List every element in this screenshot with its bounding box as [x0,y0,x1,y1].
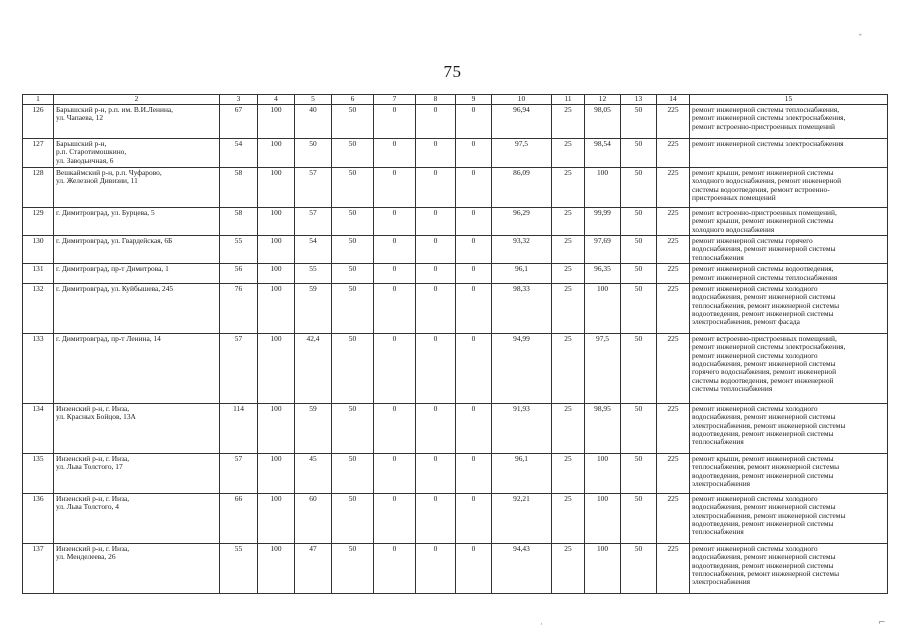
value-cell: 100 [258,264,295,284]
value-cell: 50 [332,139,374,168]
value-cell: 0 [456,403,492,453]
value-cell: 225 [657,283,690,333]
address-line: ул. Заводьичная, 6 [56,155,114,165]
value-cell: 50 [621,105,657,139]
value-cell: 225 [657,403,690,453]
column-number-row [23,95,888,105]
row-number-cell: 135 [23,453,54,493]
value-cell: 0 [416,264,456,284]
value-cell: 50 [295,139,332,168]
value-cell: 50 [621,333,657,403]
value-cell: 76 [220,283,258,333]
repair-works-cell [690,333,888,403]
value-cell: 50 [332,453,374,493]
repair-work-line: электроснабжения [692,577,751,587]
value-cell: 225 [657,493,690,543]
value-cell: 50 [621,139,657,168]
value-cell: 0 [456,493,492,543]
repair-work-line: ремонт инженерной системы холодного [692,283,818,293]
value-cell: 0 [374,543,416,593]
value-cell: 50 [621,403,657,453]
repair-work-line: ремонт встроенно-пристроенных помещений [692,121,835,131]
repair-work-line: теплоснабжения, ремонт инженерной системы [692,462,840,472]
address-cell [54,105,220,139]
repair-work-line: теплоснабжения, ремонт инженерной системы [692,568,840,578]
value-cell: 25 [552,139,585,168]
value-cell: 50 [621,208,657,236]
repair-work-line: холодного водоснабжения [692,224,775,234]
repair-works-cell [690,105,888,139]
repair-work-line: водоотведения, ремонт инженерной системы [692,308,834,318]
table-row [23,264,888,284]
table-row [23,236,888,264]
scan-mark: · [540,620,543,630]
repair-work-line: ремонт крыши, ремонт инженерной системы [692,216,834,226]
address-line: г. Димитровград, ул. Бурцева, 5 [56,208,155,217]
row-number-cell: 133 [23,333,54,403]
value-cell: 0 [374,493,416,543]
value-cell: 100 [585,543,621,593]
value-cell: 50 [621,283,657,333]
value-cell: 47 [295,543,332,593]
value-cell: 25 [552,168,585,208]
value-cell: 0 [416,543,456,593]
address-cell [54,208,220,236]
address-line: ул. Льва Толстого, 4 [56,502,119,512]
value-cell: 98,05 [585,105,621,139]
table-body [23,105,888,594]
value-cell: 0 [374,236,416,264]
value-cell: 67 [220,105,258,139]
address-line: г. Димитровград, ул. Гвардейская, 6Б [56,236,173,246]
value-cell: 100 [258,333,295,403]
value-cell: 98,54 [585,139,621,168]
value-cell: 0 [416,208,456,236]
value-cell: 96,1 [492,264,552,284]
column-number: 2 [54,95,220,105]
table-row [23,105,888,139]
value-cell: 0 [416,403,456,453]
repair-work-line: теплоснабжения, ремонт инженерной системы [692,300,840,310]
value-cell: 225 [657,453,690,493]
value-cell: 50 [621,493,657,543]
address-line: ул. Чапаева, 12 [56,113,104,123]
scan-mark: ˇ [858,34,863,44]
value-cell: 0 [416,139,456,168]
value-cell: 100 [585,453,621,493]
value-cell: 0 [374,403,416,453]
value-cell: 100 [258,168,295,208]
column-number: 8 [416,95,456,105]
value-cell: 50 [332,105,374,139]
value-cell: 0 [374,208,416,236]
value-cell: 91,93 [492,403,552,453]
value-cell: 225 [657,105,690,139]
repair-work-line: ремонт инженерной системы водоотведения, [692,264,834,274]
address-cell [54,139,220,168]
value-cell: 57 [295,168,332,208]
address-line: Инзенский р-н, г. Инза, [56,493,130,503]
repair-work-line: холодного водоснабжения, ремонт инженерной [692,176,842,186]
column-number: 4 [258,95,295,105]
column-number: 13 [621,95,657,105]
value-cell: 55 [220,543,258,593]
value-cell: 0 [416,105,456,139]
row-number-cell: 134 [23,403,54,453]
value-cell: 86,09 [492,168,552,208]
repair-work-line: водоотведения, ремонт инженерной системы [692,518,834,528]
repair-work-line: водоснабжения, ремонт инженерной системы [692,502,836,512]
row-number-cell: 126 [23,105,54,139]
value-cell: 99,99 [585,208,621,236]
repair-work-line: ремонт инженерной системы горячего [692,236,813,246]
value-cell: 54 [220,139,258,168]
value-cell: 0 [456,333,492,403]
row-number-cell: 130 [23,236,54,264]
value-cell: 225 [657,543,690,593]
repair-work-line: системы водоотведения, ремонт инженерной [692,375,834,385]
column-number: 12 [585,95,621,105]
repair-work-line: ремонт инженерной системы теплоснабжения, [692,105,840,114]
repair-works-cell [690,264,888,284]
value-cell: 96,29 [492,208,552,236]
value-cell: 100 [258,105,295,139]
value-cell: 42,4 [295,333,332,403]
repair-work-line: горячего водоснабжения, ремонт инженерной [692,367,837,377]
value-cell: 97,5 [585,333,621,403]
page-number: 75 [443,62,462,81]
value-cell: 50 [332,283,374,333]
value-cell: 50 [332,236,374,264]
value-cell: 50 [621,543,657,593]
value-cell: 100 [258,236,295,264]
value-cell: 0 [374,264,416,284]
address-cell [54,264,220,284]
value-cell: 0 [456,236,492,264]
value-cell: 50 [332,493,374,543]
repair-work-line: теплоснабжения [692,527,744,537]
value-cell: 56 [220,264,258,284]
repair-works-cell [690,139,888,168]
value-cell: 97,69 [585,236,621,264]
value-cell: 225 [657,208,690,236]
value-cell: 57 [220,333,258,403]
row-number-cell: 131 [23,264,54,284]
value-cell: 25 [552,236,585,264]
column-number: 3 [220,95,258,105]
value-cell: 25 [552,543,585,593]
address-cell [54,493,220,543]
repair-works-cell [690,236,888,264]
repair-work-line: ремонт встроенно-пристроенных помещений, [692,208,837,217]
value-cell: 0 [416,283,456,333]
repair-program-table [22,94,888,594]
value-cell: 58 [220,208,258,236]
value-cell: 94,43 [492,543,552,593]
value-cell: 25 [552,493,585,543]
table-row [23,543,888,593]
column-number: 9 [456,95,492,105]
repair-work-line: пристроенных помещений [692,193,776,203]
value-cell: 50 [332,168,374,208]
value-cell: 0 [374,139,416,168]
value-cell: 0 [456,543,492,593]
value-cell: 57 [220,453,258,493]
repair-work-line: водоотведения, ремонт инженерной системы [692,470,834,480]
address-cell [54,453,220,493]
column-number: 10 [492,95,552,105]
value-cell: 59 [295,283,332,333]
repair-work-line: теплоснабжения [692,252,744,262]
value-cell: 50 [621,453,657,493]
repair-works-cell [690,168,888,208]
address-cell [54,543,220,593]
repair-work-line: водоснабжения, ремонт инженерной системы [692,358,836,368]
value-cell: 55 [295,264,332,284]
value-cell: 50 [332,543,374,593]
address-line: Инзенский р-н, г. Инза, [56,543,130,553]
address-line: Инзенский р-н, г. Инза, [56,453,130,463]
value-cell: 96,94 [492,105,552,139]
repair-work-line: ремонт инженерной системы холодного [692,493,818,503]
repair-work-line: водоотведения, ремонт инженерной системы [692,428,834,438]
value-cell: 0 [456,208,492,236]
value-cell: 0 [456,139,492,168]
address-line: Вешкаймский р-н, р.п. Чуфарово, [56,168,162,177]
value-cell: 225 [657,264,690,284]
value-cell: 0 [416,168,456,208]
address-line: Барышский р-н, р.п. им. В.И.Ленина, [56,105,174,114]
value-cell: 54 [295,236,332,264]
value-cell: 66 [220,493,258,543]
value-cell: 96,35 [585,264,621,284]
value-cell: 50 [332,333,374,403]
repair-work-line: электроснабжения [692,478,751,488]
repair-work-line: системы водоотведения, ремонт встроенно- [692,184,830,194]
row-number-cell: 129 [23,208,54,236]
value-cell: 100 [258,543,295,593]
repair-work-line: ремонт инженерной системы электроснабжения [692,139,844,148]
value-cell: 96,1 [492,453,552,493]
value-cell: 92,21 [492,493,552,543]
value-cell: 25 [552,105,585,139]
repair-work-line: ремонт инженерной системы холодного [692,543,818,553]
value-cell: 0 [374,333,416,403]
repair-work-line: электроснабжения, ремонт инженерной системы [692,420,846,430]
column-number: 15 [690,95,888,105]
table-row [23,283,888,333]
address-cell [54,168,220,208]
value-cell: 55 [220,236,258,264]
value-cell: 50 [621,264,657,284]
value-cell: 58 [220,168,258,208]
address-line: Барышский р-н, [56,139,107,148]
table-row [23,208,888,236]
value-cell: 100 [258,403,295,453]
address-line: ул. Менделеева, 26 [56,552,116,562]
value-cell: 0 [374,453,416,493]
column-number: 5 [295,95,332,105]
address-line: ул. Красных Бойцов, 13А [56,412,136,422]
value-cell: 0 [374,105,416,139]
repair-work-line: электроснабжения, ремонт фасада [692,317,800,327]
address-line: Инзенский р-н, г. Инза, [56,403,130,413]
address-line: р.п. Старотимошкино, [56,147,127,157]
value-cell: 0 [456,168,492,208]
value-cell: 40 [295,105,332,139]
table-row [23,168,888,208]
value-cell: 57 [295,208,332,236]
row-number-cell: 132 [23,283,54,333]
value-cell: 50 [332,403,374,453]
scan-mark: ⌐ [878,618,886,628]
repair-works-cell [690,283,888,333]
value-cell: 60 [295,493,332,543]
value-cell: 94,99 [492,333,552,403]
row-number-cell: 127 [23,139,54,168]
value-cell: 225 [657,139,690,168]
value-cell: 0 [456,453,492,493]
value-cell: 98,95 [585,403,621,453]
address-line: г. Димитровград, пр-т Ленина, 14 [56,333,161,343]
value-cell: 225 [657,236,690,264]
value-cell: 50 [332,264,374,284]
address-line: ул. Льва Толстого, 17 [56,462,123,472]
repair-works-cell [690,493,888,543]
value-cell: 0 [416,333,456,403]
repair-work-line: ремонт инженерной системы электроснабжения, [692,342,846,352]
value-cell: 100 [258,283,295,333]
repair-work-line: ремонт инженерной системы холодного [692,350,818,360]
row-number-cell: 136 [23,493,54,543]
value-cell: 50 [621,236,657,264]
value-cell: 25 [552,264,585,284]
repair-work-line: водоснабжения, ремонт инженерной системы [692,412,836,422]
address-cell [54,283,220,333]
repair-work-line: ремонт крыши, ремонт инженерной системы [692,168,834,177]
value-cell: 0 [374,283,416,333]
column-number: 11 [552,95,585,105]
value-cell: 93,32 [492,236,552,264]
table-row [23,333,888,403]
value-cell: 100 [258,139,295,168]
value-cell: 50 [621,168,657,208]
value-cell: 45 [295,453,332,493]
value-cell: 25 [552,208,585,236]
repair-work-line: системы теплоснабжения [692,384,773,394]
repair-work-line: ремонт инженерной системы электроснабжения, [692,113,846,123]
value-cell: 100 [585,283,621,333]
address-line: г. Димитровград, пр-т Димитрова, 1 [56,264,169,274]
value-cell: 25 [552,403,585,453]
address-cell [54,236,220,264]
value-cell: 0 [416,493,456,543]
address-line: ул. Железной Дивизии, 11 [56,176,138,186]
table-row [23,453,888,493]
table-row [23,493,888,543]
value-cell: 25 [552,333,585,403]
value-cell: 0 [416,453,456,493]
repair-work-line: теплоснабжения [692,437,744,447]
value-cell: 100 [258,493,295,543]
column-number: 7 [374,95,416,105]
value-cell: 100 [585,493,621,543]
value-cell: 100 [258,208,295,236]
address-line: г. Димитровград, ул. Куйбышева, 245 [56,283,174,293]
value-cell: 98,33 [492,283,552,333]
row-number-cell: 137 [23,543,54,593]
column-number: 1 [23,95,54,105]
column-number: 14 [657,95,690,105]
row-number-cell: 128 [23,168,54,208]
repair-work-line: водоснабжения, ремонт инженерной системы [692,292,836,302]
repair-works-cell [690,208,888,236]
value-cell: 0 [456,264,492,284]
value-cell: 0 [416,236,456,264]
value-cell: 25 [552,453,585,493]
value-cell: 0 [456,105,492,139]
repair-work-line: водоснабжения, ремонт инженерной системы [692,244,836,254]
repair-work-line: ремонт инженерной системы теплоснабжения [692,272,838,282]
value-cell: 59 [295,403,332,453]
column-number: 6 [332,95,374,105]
value-cell: 225 [657,168,690,208]
value-cell: 100 [258,453,295,493]
repair-work-line: водоотведения, ремонт инженерной системы [692,560,834,570]
value-cell: 97,5 [492,139,552,168]
table-row [23,403,888,453]
repair-work-line: электроснабжения, ремонт инженерной системы [692,510,846,520]
value-cell: 0 [456,283,492,333]
address-cell [54,333,220,403]
value-cell: 100 [585,168,621,208]
repair-works-cell [690,453,888,493]
repair-work-line: ремонт крыши, ремонт инженерной системы [692,453,834,463]
address-cell [54,403,220,453]
table-row [23,139,888,168]
value-cell: 0 [374,168,416,208]
value-cell: 225 [657,333,690,403]
value-cell: 50 [332,208,374,236]
repair-works-cell [690,403,888,453]
value-cell: 114 [220,403,258,453]
repair-work-line: ремонт инженерной системы холодного [692,403,818,413]
value-cell: 25 [552,283,585,333]
repair-work-line: ремонт встроенно-пристроенных помещений, [692,333,837,343]
repair-work-line: водоснабжения, ремонт инженерной системы [692,552,836,562]
repair-works-cell [690,543,888,593]
